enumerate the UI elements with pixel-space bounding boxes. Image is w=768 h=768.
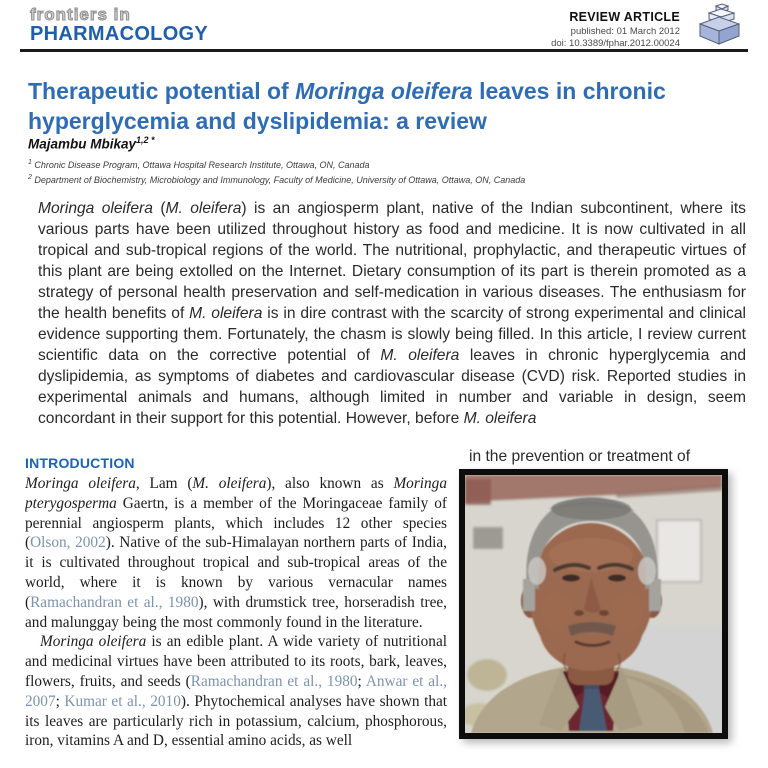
author-photo (459, 469, 728, 739)
body-columns (25, 448, 744, 758)
text-run: ). Phytochemical analyses have shown that its leaves are particularly rich in potassium, calcium, phosphorous, iron, vitamins A and D, essential amino acids, as well (25, 692, 447, 750)
author-line (28, 135, 155, 152)
text-run: Moringa oleifera (25, 475, 136, 492)
text-run: ; (357, 672, 366, 690)
text-run: Moringa pterygosperma (25, 475, 447, 512)
header-divider (20, 49, 748, 52)
text-run: leaves in chronic hyperglycemia and dyslipidemia: a review (28, 78, 666, 135)
article-type-label: REVIEW ARTICLE (569, 10, 680, 24)
intro-paragraph-1 (25, 474, 447, 632)
text-run: M. oleifera (380, 347, 460, 364)
text-run: ), with drumstick tree, horseradish tree, and malunggay being the most commonly found in the literature. (25, 593, 447, 631)
article-title (28, 77, 744, 137)
text-run: Moringa oleifera (38, 200, 153, 217)
affiliation-line: $^1$ Chronic Disease Program, Ottawa Hospital Research Institute, Ottawa, ON, Canada (28, 159, 370, 170)
text-run: Moringa oleifera (295, 78, 473, 105)
logo-pharmacology: PHARMACOLOGY (30, 22, 209, 45)
intro-paragraph-2 (25, 632, 447, 751)
text-run: Gaertn, is a member of the Moringaceae family of perennial angiosperm plants, which includes 12 other species ( (25, 494, 447, 552)
affiliations-list (28, 158, 525, 188)
doi-text: doi: 10.3389/fphar.2012.00024 (551, 37, 680, 49)
frontiers-stack-icon (696, 3, 744, 47)
text-run: is an edible plant. A wide variety of nutritional and medicinal virtues have been attributed to its roots, bark, leaves, flowers, fruits, and seeds ( (25, 633, 447, 690)
article-meta (551, 10, 680, 49)
text-run: M. oleifera (189, 305, 263, 322)
citation-link[interactable]: Ramachandran et al., 1980 (30, 593, 199, 611)
right-column (459, 448, 744, 758)
text-run: ), also known as (266, 475, 394, 492)
text-run: ( (152, 200, 166, 217)
text-run: ) is an angiosperm plant, native of the Indian subcontinent, where its various parts have been utilized throughout history as food and medicine. It is now cultivated in all tropical and sub-tropical regions of the world. The nutritional, prophylactic, and therapeutic virtues of this plant are being extolled on the Internet. Dietary consumption of its part is therein promoted as a strategy of personal health preservation and self-medication in various diseases. The enthusiasm for the health benefits of (38, 200, 746, 322)
citation-link[interactable]: Olson, 2002 (30, 534, 106, 552)
text-run: ). Native of the sub-Himalayan northern parts of India, it is cultivated throughout tropical and sub-tropical areas of the world, where it is known by various vernacular names ( (25, 534, 447, 611)
text-run: ; (55, 692, 65, 710)
citation-link[interactable]: Anwar et al., 2007 (25, 672, 447, 710)
logo-frontiers-in: frontiers in (30, 5, 131, 24)
citation-link[interactable]: Ramachandran et al., 1980 (190, 672, 358, 690)
left-column (25, 448, 447, 758)
text-run: is in dire contrast with the scarcity of strong experimental and clinical evidence supporting them. Fortunately, the chasm is slowly being filled. In this article, I review current scientific data on the corrective potential of (38, 305, 746, 364)
journal-logo (30, 6, 208, 45)
abstract-paragraph (38, 198, 746, 450)
introduction-heading: INTRODUCTION (25, 455, 135, 471)
text-run: M. oleifera (463, 410, 537, 427)
superscript: 1,2 * (136, 135, 155, 145)
text-run: Therapeutic potential of (28, 78, 296, 105)
citation-link[interactable]: Kumar et al., 2010 (64, 692, 181, 710)
text-run: leaves in chronic hyperglycemia and dyslipidemia, as symptoms of diabetes and cardiovascular disease (CVD) risk. Reported studies in experimental animals and humans, although limited in number and variable in design, seem concordant in their support for this potential. However, before (38, 347, 746, 427)
text-run: Majambu Mbikay (28, 136, 137, 152)
published-date: published: 01 March 2012 (570, 25, 680, 37)
text-run: , Lam ( (135, 475, 193, 492)
affiliation-line: $^2$ Department of Biochemistry, Microbiology and Immunology, Faculty of Medicine, University of Ottawa, Ottawa, ON, Canada (28, 173, 526, 185)
text-run: Moringa oleifera (40, 633, 147, 651)
text-run: M. oleifera (192, 475, 267, 492)
abstract-continuation: in the prevention or treatment of (469, 448, 691, 465)
text-run: M. oleifera (165, 200, 242, 217)
